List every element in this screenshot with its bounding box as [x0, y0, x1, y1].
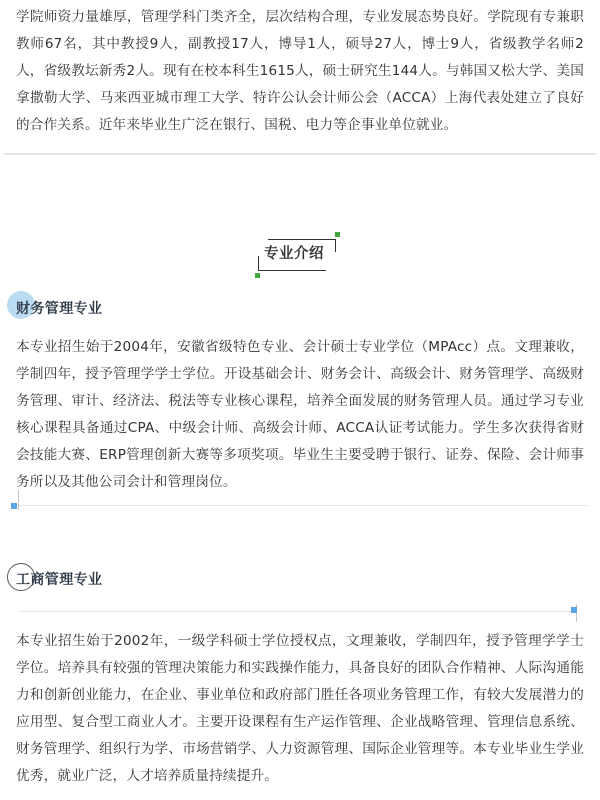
major-description-business: 本专业招生始于2002年，一级学科硕士学位授权点，文理兼收，学制四年，授予管理学学士学位。培养具有较强的管理决策能力和实践操作能力，具备良好的团队合作精神、人际沟通能力和创新创业能力，在企业、事业单位和政府部门胜任各项业务管理工作，有较大发展潜力的应用型、复合型工商业人才。主要开设课程有生产运作管理、企业战略管理、管理信息系统、财务管理学、组织行为学、市场营销学、人力资源管理、国际企业管理等。本专业毕业生学业优秀，就业广泛，人才培养质量持续提升。: [16, 633, 584, 784]
section-title: 专业介绍: [264, 246, 324, 262]
section-divider: [19, 505, 589, 506]
major-title-finance: 财务管理专业: [16, 301, 103, 317]
section-divider: [19, 611, 577, 612]
frame-line: [258, 256, 259, 271]
divider-bar: [18, 490, 19, 510]
frame-line: [258, 270, 326, 271]
frame-line: [268, 239, 336, 240]
frame-line: [335, 239, 336, 252]
green-square-decoration: [335, 232, 340, 237]
section-title-frame: [252, 232, 342, 280]
blue-square-decoration: [571, 607, 577, 613]
green-square-decoration: [255, 273, 260, 278]
intro-divider: [4, 153, 596, 155]
major-title-business: 工商管理专业: [16, 572, 103, 588]
major-description-finance: 本专业招生始于2004年，安徽省级特色专业、会计硕士专业学位（MPAcc）点。文理兼收，学制四年，授予管理学学士学位。开设基础会计、财务会计、高级会计、财务管理学、高级财务管理、审计、经济法、税法等专业核心课程，培养全面发展的财务管理人员。通过学习专业核心课程具备通过CPA、中级会计师、高级会计师、ACCA认证考试能力。学生多次获得省财会技能大赛、ERP管理创新大赛等多项奖项。毕业生主要受聘于银行、证券、保险、会计师事务所以及其他公司会计和管理岗位。: [16, 339, 584, 490]
blue-square-decoration: [11, 503, 17, 509]
intro-paragraph: 学院师资力量雄厚，管理学科门类齐全，层次结构合理，专业发展态势良好。学院现有专兼职教师67名，其中教授9人，副教授17人，博导1人，硕导27人，博士9人，省级教学名师2人，省级教坛新秀2人。现有在校本科生1615人，硕士研究生144人。与韩国又松大学、美国拿撒勒大学、马来西亚城市理工大学、特许公认会计师公会（ACCA）上海代表处建立了良好的合作关系。近年来毕业生广泛在银行、国税、电力等企事业单位就业。: [16, 9, 584, 133]
